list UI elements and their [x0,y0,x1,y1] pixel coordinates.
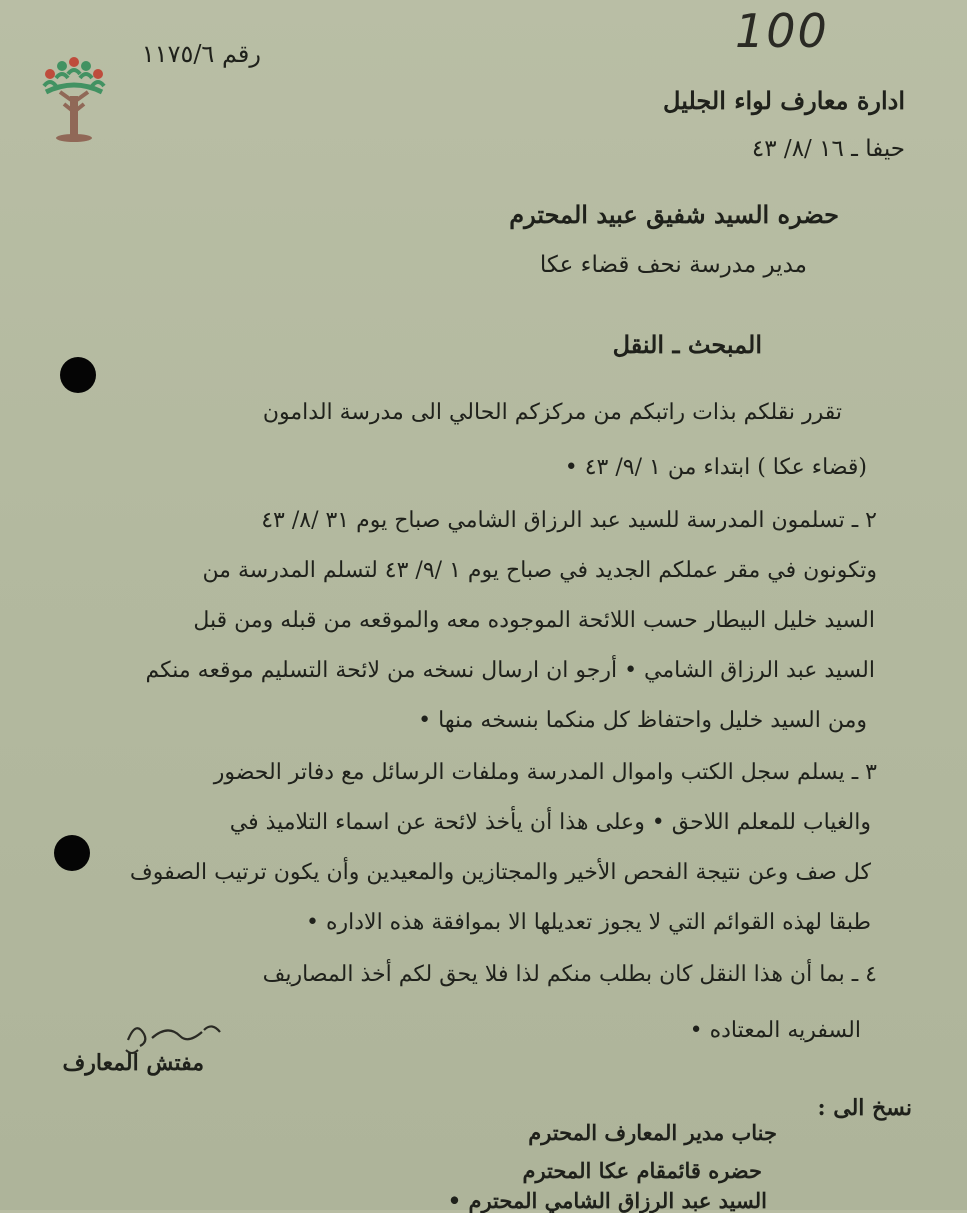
body-line: ٢ ـ تسلمون المدرسة للسيد عبد الرزاق الشامي صباح يوم ٣١ /٨/ ٤٣ [261,508,877,533]
department-name: ادارة معارف لواء الجليل [663,86,905,115]
place-and-date: حيفا ـ ١٦ /٨/ ٤٣ [751,136,905,162]
body-line: ٣ ـ يسلم سجل الكتب واموال المدرسة وملفات الرسائل مع دفاتر الحضور [213,760,877,785]
body-line: وتكونون في مقر عملكم الجديد في صباح يوم ١ /٩/ ٤٣ لتسلم المدرسة من [202,558,877,583]
body-line: كل صف وعن نتيجة الفحص الأخير والمجتازين والمعيدين وأن يكون ترتيب الصفوف [129,860,871,885]
signature-title: مفتش المعارف [62,1050,204,1076]
page-number: 100 [735,4,829,58]
body-line: (قضاء عكا ) ابتداء من ١ /٩/ ٤٣ • [564,455,867,480]
punch-hole [60,357,96,393]
body-line: السفريه المعتاده • [689,1018,861,1043]
addressee-name: حضره السيد شفيق عبيد المحترم [509,200,839,229]
copy-recipient: السيد عبد الرزاق الشامي المحترم • [447,1188,767,1213]
copy-recipient: جناب مدير المعارف المحترم [528,1120,777,1145]
reference-number: رقم ١١٧٥/٦ [141,40,261,68]
body-line: السيد عبد الرزاق الشامي • أرجو ان ارسال نسخه من لائحة التسليم موقعه منكم [145,658,875,683]
body-line: تقرر نقلكم بذات راتبكم من مركزكم الحالي الى مدرسة الدامون [262,400,842,425]
body-line: ومن السيد خليل واحتفاظ كل منكما بنسخه منها • [418,708,867,733]
punch-hole [54,835,90,871]
subject-line: المبحث ـ النقل [612,330,762,359]
body-line: طبقا لهذه القوائم التي لا يجوز تعديلها الا بموافقة هذه الاداره • [306,910,871,935]
copies-label: نسخ الى : [817,1095,912,1121]
addressee-role: مدير مدرسة نحف قضاء عكا [539,252,807,278]
body-line: والغياب للمعلم اللاحق • وعلى هذا أن يأخذ لائحة عن اسماء التلاميذ في [229,810,871,835]
tree-people-logo-icon [38,52,110,144]
body-line: السيد خليل البيطار حسب اللائحة الموجوده معه والموقعه من قبله ومن قبل [193,608,875,633]
copy-recipient: حضره قائمقام عكا المحترم [522,1158,762,1183]
body-line: ٤ ـ بما أن هذا النقل كان بطلب منكم لذا فلا يحق لكم أخذ المصاريف [262,962,877,987]
